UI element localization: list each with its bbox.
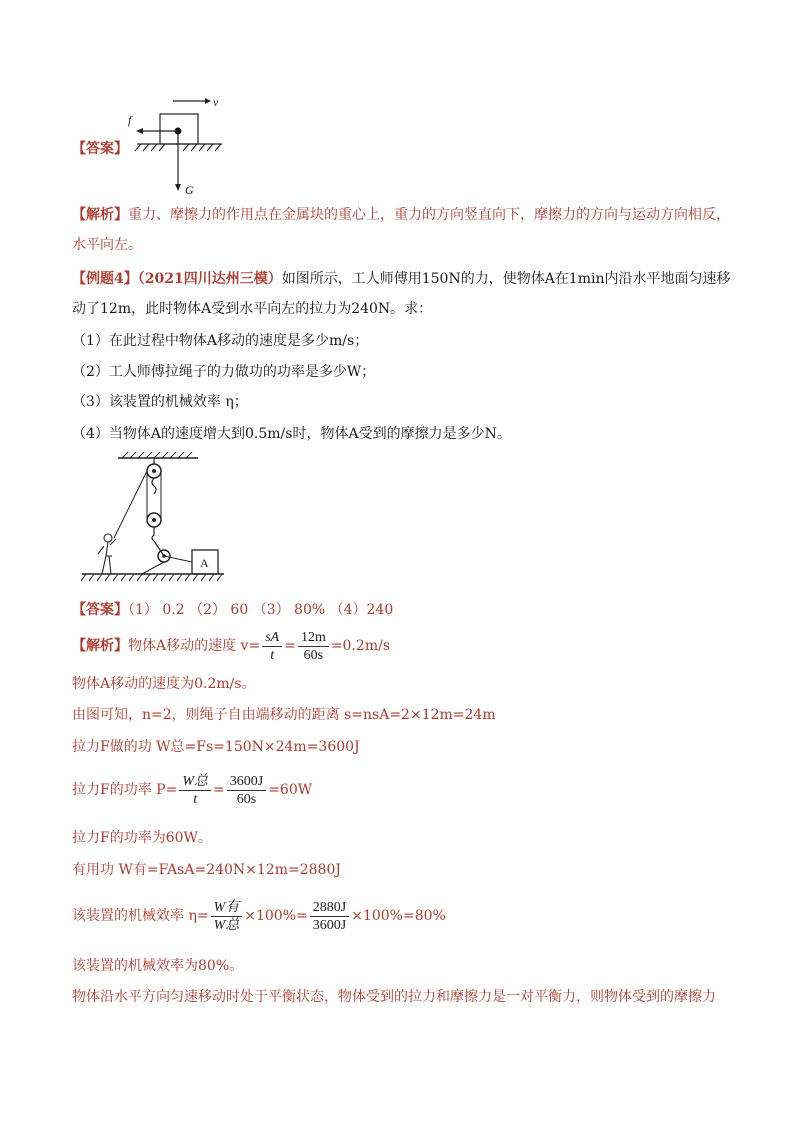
- analysis2-line-10: 物体沿水平方向匀速移动时处于平衡状态，物体受到的拉力和摩擦力是一对平衡力，则物体受到的摩擦力: [72, 989, 716, 1005]
- friction-label: f: [128, 113, 132, 127]
- analysis2-line-9: 该装置的机械效率为80%。: [72, 958, 244, 974]
- velocity-fraction-1: $\frac{sA}{t}$: [262, 629, 282, 664]
- analysis2-line-3: 由图可知，n=2，则绳子自由端移动的距离 s=nsA=2×12m=24m: [72, 707, 496, 723]
- efficiency-fraction-2: $\frac{2880J}{3600J}$: [310, 899, 349, 934]
- example4-text-a: 如图所示，工人师傅用150N的力，使物体A在1min内沿水平地面匀速移: [281, 271, 731, 287]
- question-2: （2）工人师傅拉绳子的力做功的功率是多少W；: [72, 364, 376, 380]
- efficiency-fraction-1: $\frac{\text{W有}}{\text{W总}}$: [211, 899, 243, 934]
- analysis1-tag: 【解析】: [72, 207, 128, 223]
- example4-tag: 【例题4】: [72, 271, 138, 287]
- analysis2-line-6: 拉力F的功率为60W。: [72, 830, 212, 846]
- answer2-text: （1） 0.2 （2） 60 （3） 80% （4）240: [128, 602, 394, 618]
- example4-line-1: [72, 269, 730, 289]
- question-1: （1）在此过程中物体A移动的速度是多少m/s；: [72, 333, 369, 349]
- analysis2-line-5: 拉力F的功率 P= $\frac{\text{W总}}{t}$ = $\frac{3600J}{60s}$ =60W: [72, 773, 313, 807]
- analysis2-line-1: 【解析】物体A移动的速度 v= $\frac{sA}{t}$ = $\frac{12m}{60s}$ =0.2m/s: [72, 629, 390, 663]
- question-3: （3）该装置的机械效率 η；: [72, 394, 248, 410]
- velocity-formula-pre: 物体A移动的速度 v=: [128, 638, 261, 654]
- analysis1-line-2: 水平向左。: [72, 237, 142, 253]
- answer1-line: [72, 139, 128, 159]
- force-diagram: [125, 92, 235, 202]
- power-formula-pre: 拉力F的功率 P=: [72, 782, 178, 798]
- example4-source: （2021四川达州三模）: [137, 271, 282, 287]
- velocity-label: v: [213, 95, 219, 109]
- block-a-label: A: [200, 556, 209, 570]
- power-fraction-1: $\frac{\text{W总}}{t}$: [179, 773, 211, 808]
- efficiency-formula-pre: 该装置的机械效率 η=: [72, 908, 209, 924]
- power-fraction-2: $\frac{3600J}{60s}$: [227, 773, 266, 808]
- example4-line-2: 动了12m，此时物体A受到水平向左的拉力为240N。求：: [72, 301, 433, 317]
- analysis2-line-7: 有用功 W有=FAsA=240N×12m=2880J: [72, 862, 341, 878]
- analysis2-line-8: 该装置的机械效率 η= $\frac{\text{W有}}{\text{W总}}$ ×100%= $\frac{2880J}{3600J}$ ×100%=80%: [72, 899, 446, 933]
- answer2-tag: 【答案】: [72, 602, 128, 618]
- analysis2-line-2: 物体A移动的速度为0.2m/s。: [72, 676, 256, 692]
- analysis2-line-4: 拉力F做的功 W总=Fs=150N×24m=3600J: [72, 739, 360, 755]
- analysis1-text-a: 重力、摩擦力的作用点在金属块的重心上，重力的方向竖直向下，摩擦力的方向与运动方向相反，: [128, 207, 730, 223]
- answer2-line: [72, 600, 393, 620]
- analysis2-tag: 【解析】: [72, 638, 128, 654]
- analysis1-line-1: [72, 205, 730, 225]
- velocity-fraction-2: $\frac{12m}{60s}$: [298, 629, 329, 664]
- answer1-tag: 【答案】: [72, 141, 128, 157]
- pulley-diagram: [78, 450, 228, 588]
- gravity-label: G: [185, 183, 194, 197]
- question-4: （4）当物体A的速度增大到0.5m/s时，物体A受到的摩擦力是多少N。: [72, 426, 511, 442]
